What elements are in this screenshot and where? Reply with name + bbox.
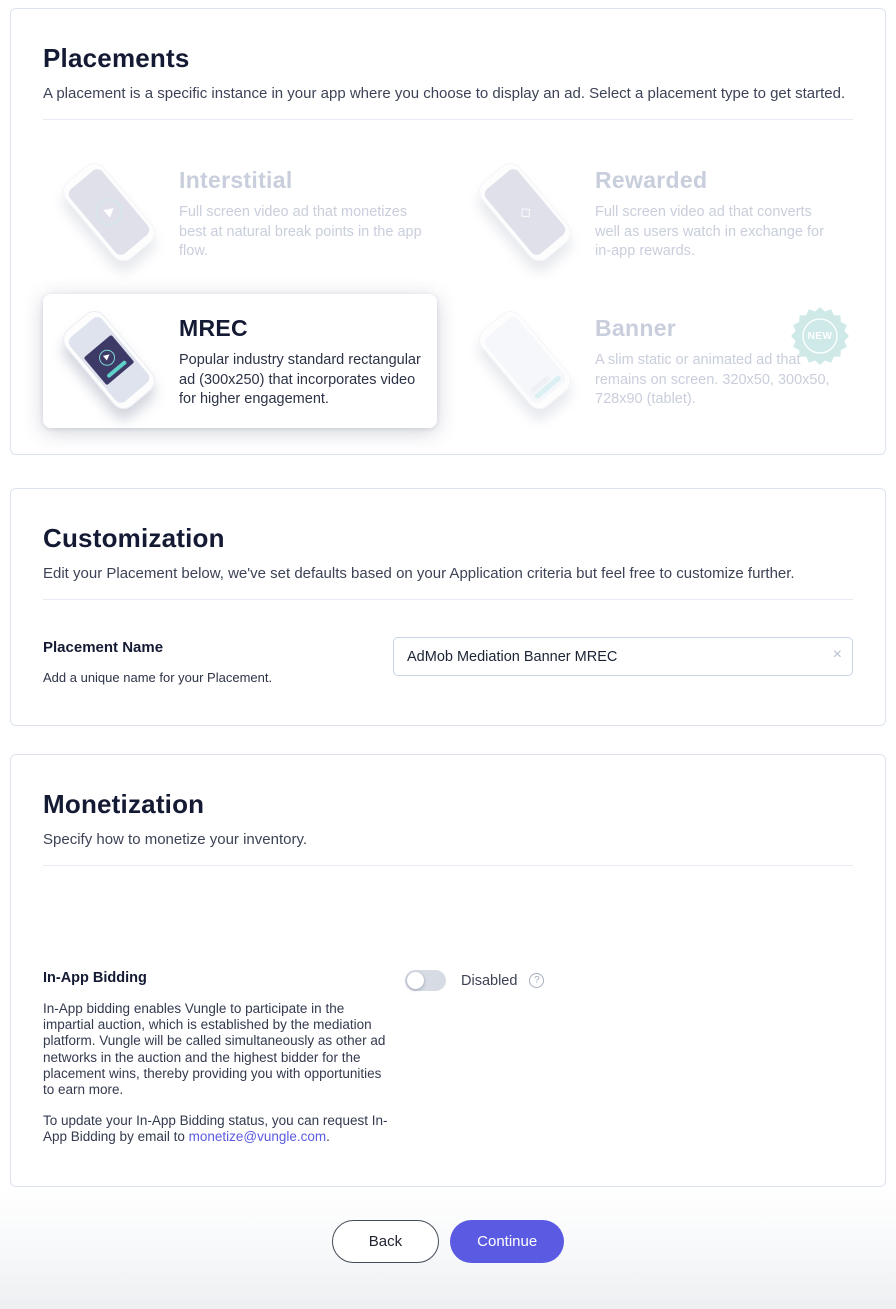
toggle-knob xyxy=(407,972,424,989)
monetize-email-link[interactable]: monetize@vungle.com xyxy=(188,1129,327,1145)
placements-title: Placements xyxy=(43,43,190,73)
divider xyxy=(43,865,853,866)
mrec-phone-illustration xyxy=(57,307,165,415)
placements-card xyxy=(10,8,886,455)
monetization-subtitle: Specify how to monetize your inventory. xyxy=(43,831,308,848)
footer-actions xyxy=(0,1187,896,1309)
customization-title: Customization xyxy=(43,523,225,553)
continue-button[interactable]: Continue xyxy=(450,1220,564,1263)
interstitial-title: Interstitial xyxy=(179,167,293,193)
in-app-bidding-label: In-App Bidding xyxy=(43,970,147,986)
customization-card xyxy=(10,488,886,726)
new-badge-label: NEW xyxy=(807,330,833,342)
interstitial-description: Full screen video ad that monetizes best at natural break points in the app flow. xyxy=(179,204,422,260)
in-app-bidding-status: Disabled xyxy=(461,972,518,989)
rewarded-description: Full screen video ad that converts well as users watch in exchange for in-app rewards. xyxy=(595,204,824,260)
rewarded-phone-illustration xyxy=(473,159,581,267)
in-app-bidding-row xyxy=(43,970,853,1146)
customization-subtitle: Edit your Placement below, we've set defaults based on your Application criteria but feel free to customize further. xyxy=(43,565,795,582)
banner-title: Banner xyxy=(595,315,677,341)
divider xyxy=(43,119,853,120)
in-app-bidding-toggle[interactable] xyxy=(405,970,446,991)
banner-phone-illustration xyxy=(473,307,581,415)
in-app-bidding-description: In-App bidding enables Vungle to participate in the impartial auction, which is established by the mediation platform. Vungle will be called simultaneously as other ad networks in the auction and the highest bidder for the placement wins, thereby providing you with opportunities to earn more. xyxy=(43,1001,386,1097)
placements-subtitle: A placement is a specific instance in your app where you choose to display an ad. Select a placement type to get started. xyxy=(43,85,846,102)
placement-name-input[interactable] xyxy=(393,637,853,676)
mrec-ad-graphic xyxy=(84,335,135,386)
placement-option-rewarded[interactable] xyxy=(459,146,853,280)
placement-name-field-row xyxy=(43,637,853,685)
help-icon[interactable]: ? xyxy=(529,973,544,988)
mrec-description: Popular industry standard rectangular ad (300x250) that incorporates video for higher engagement. xyxy=(179,352,421,408)
new-badge xyxy=(791,307,849,365)
mrec-title: MREC xyxy=(179,315,248,341)
banner-description: A slim static or animated ad that remains on screen. 320x50, 300x50, 728x90 (tablet). xyxy=(595,352,830,408)
placement-option-interstitial[interactable] xyxy=(43,146,437,280)
interstitial-phone-illustration xyxy=(57,159,165,267)
gem-icon: ◇ xyxy=(515,202,536,223)
placement-name-label: Placement Name xyxy=(43,639,164,656)
monetization-title: Monetization xyxy=(43,789,205,819)
placement-name-help: Add a unique name for your Placement. xyxy=(43,670,273,685)
placement-options-grid xyxy=(43,146,853,428)
divider xyxy=(43,599,853,600)
monetization-card xyxy=(10,754,886,1187)
rewarded-title: Rewarded xyxy=(595,167,708,193)
placement-option-banner[interactable] xyxy=(459,294,853,428)
clear-input-icon[interactable]: × xyxy=(832,646,842,663)
in-app-bidding-note: To update your In-App Bidding status, you can request In-App Bidding by email to monetize@vungle.com. xyxy=(43,1113,388,1145)
back-button[interactable]: Back xyxy=(332,1220,439,1263)
placement-option-mrec[interactable] xyxy=(43,294,437,428)
